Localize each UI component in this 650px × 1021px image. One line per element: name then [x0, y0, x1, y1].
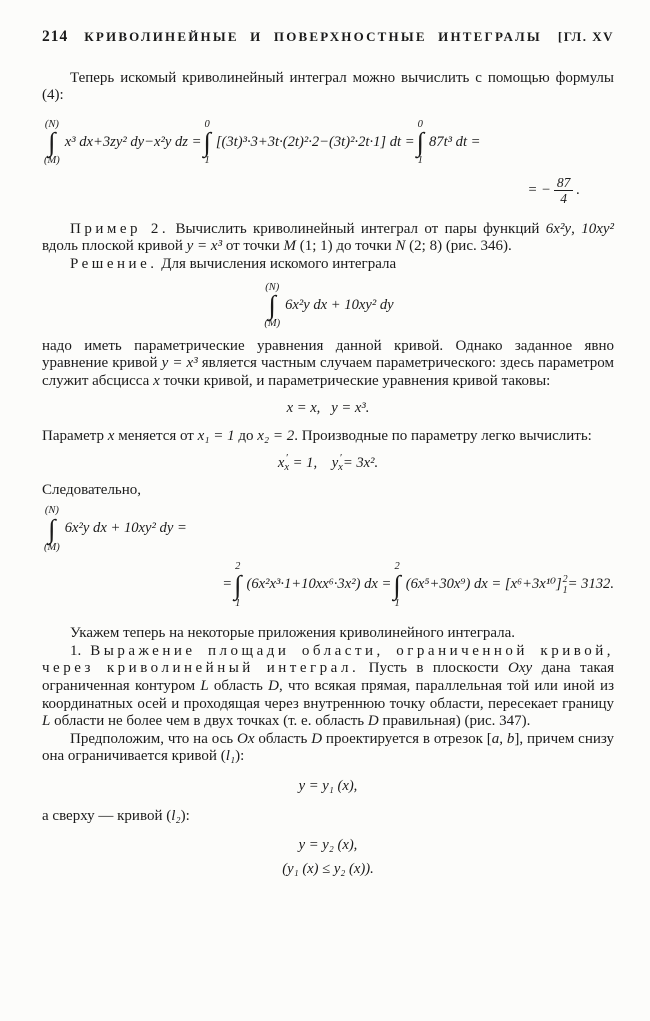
math-run: N [395, 238, 406, 255]
formula-run: = [222, 576, 233, 593]
text-run: ], причем снизу она ограничивается кривой ( [42, 730, 614, 765]
formula-run: = 3x². [342, 454, 379, 471]
text-run: вдоль плоской кривой [42, 238, 187, 255]
integral-sign: (N) ∫ (M) [264, 281, 281, 330]
chapter-label: [ГЛ. XV [557, 29, 614, 44]
formula-run: 87t³ dt = [428, 134, 481, 150]
math-run: L [200, 678, 209, 694]
text-run: является частным случаем параметрического: здесь параметром служит абсцисса [42, 355, 614, 389]
text-run: до [234, 428, 258, 445]
math-run: x [277, 454, 285, 471]
paragraph-parameter-range [42, 428, 614, 446]
formula-run: (6x⁵+30x⁹) dx = [x⁶+3x¹⁰] [405, 576, 562, 593]
integral-sign: 2 ∫ 1 [393, 561, 401, 609]
example-label: Пример 2. [70, 220, 170, 237]
formula-substitution-line2 [42, 561, 614, 609]
text-run: точки кривой, и параметрические уравнения кривой таковы: [159, 372, 551, 389]
text-run: , [571, 220, 582, 237]
text-run: Для вычисления искомого интеграла [157, 256, 397, 273]
prime-subscript: ′ x [284, 452, 289, 474]
math-run: Ox [236, 730, 255, 747]
formula-run: 6x²y dx + 10xy² dy = [64, 520, 187, 537]
text-run: области не более чем в двух точках (т. е. область [50, 713, 368, 730]
text-run: дана такая ограниченная контуром [42, 660, 614, 694]
chapter-title: КРИВОЛИНЕЙНЫЕ И ПОВЕРХНОСТНЫЕ ИНТЕГРАЛЫ [84, 29, 542, 44]
formula-run: = 1, [289, 454, 332, 471]
text-run: (2; 8) (рис. 346). [405, 238, 512, 255]
math-run: x [153, 372, 160, 389]
math-run: L [42, 713, 51, 730]
text-run: Вычислить криволинейный интеграл от пары функций [169, 220, 546, 237]
math-run: x [107, 428, 115, 445]
math-run: y = x³ [186, 238, 223, 255]
text-run: ): [235, 748, 245, 765]
text-run: Параметр [42, 428, 108, 445]
formula-run: 6x²y dx + 10xy² dy [285, 296, 394, 313]
text-run: а сверху — кривой ( [42, 807, 172, 824]
formula-run: y = y₂ (x), [298, 837, 358, 854]
formula-run: = − [527, 182, 551, 199]
paragraph-consequently [42, 482, 614, 500]
math-run: l₁ [225, 748, 236, 765]
formula-result-fraction [42, 175, 614, 207]
math-run: y = x³ [161, 355, 198, 372]
section-heading-run: Выражение площади области, ограниченной кривой, через криволинейный интеграл. [42, 642, 614, 677]
integral-sign: (N) ∫ (M) [44, 118, 60, 167]
integral-sign: 2 ∫ 1 [234, 561, 242, 609]
prime-subscript: ′ x [338, 452, 343, 474]
math-run: D [311, 730, 323, 747]
formula-run: = 3132. [567, 576, 614, 593]
text-run: надо иметь параметрические уравнения данной кривой. Однако заданное явно уравнение кривой [42, 337, 614, 372]
formula-run: [(3t)³·3+3t·(2t)²·2−(3t)²·2t·1] dt = [215, 134, 415, 150]
integral-sign: 0 ∫ 1 [416, 118, 424, 167]
text-run: ): [180, 807, 190, 824]
formula-upper-curve [42, 837, 614, 855]
text-run: проектируется в отрезок [ [322, 730, 492, 747]
math-run: a, b [491, 730, 515, 747]
formula-curve-inequality [42, 861, 614, 879]
formula-substitution-line1 [42, 505, 614, 553]
text-run: Следовательно, [42, 481, 142, 498]
math-run: y [331, 454, 339, 471]
formula-run: (6x²x³·1+10xx⁶·3x²) dx = [246, 576, 392, 593]
text-run: , что всякая прямая, параллельная той или иной из координатных осей и проходящая через внутреннюю точку области, пересекает границу [42, 678, 615, 712]
formula-lower-curve [42, 778, 614, 796]
paragraph-area-expression [42, 643, 614, 731]
text-run: область [208, 678, 269, 694]
paragraph-example-2 [42, 221, 614, 256]
math-run: x₁ = 1 [197, 428, 235, 445]
paragraph-parametric [42, 338, 614, 391]
solution-label: Решение. [70, 256, 158, 273]
text-run: область [254, 730, 312, 747]
running-head [42, 28, 614, 46]
paragraph-projection [42, 731, 614, 766]
sup-sub-limits: 2 1 [562, 574, 568, 597]
formula-run: (y₁ (x) ≤ y₂ (x)). [282, 860, 374, 877]
formula-run: . [576, 182, 580, 199]
math-run: D [367, 713, 379, 730]
text-run: (1; 1) до точки [296, 238, 396, 255]
text-run: от точки [222, 238, 284, 255]
text-run: Предположим, что на ось [70, 730, 237, 747]
formula-target-integral [42, 282, 614, 330]
paragraph-intro [42, 70, 614, 105]
formula-derivatives [42, 454, 614, 474]
paragraph-upper-curve [42, 808, 614, 826]
integral-sign: 0 ∫ 1 [203, 118, 211, 167]
paragraph-applications [42, 625, 614, 643]
math-run: D [268, 678, 279, 694]
text-run: Теперь искомый криволинейный интеграл можно вычислить с помощью формулы (4): [42, 69, 614, 104]
formula-run: y = y₁ (x), [298, 777, 358, 794]
fraction: $\frac{87}{4}$ [554, 175, 574, 207]
formula-parametric-equations [42, 400, 614, 418]
math-run: Oxy [508, 660, 533, 677]
math-run: M [283, 238, 297, 255]
text-run: Пусть в плоскости [359, 660, 509, 677]
paragraph-solution [42, 256, 614, 274]
math-run: x₂ = 2 [257, 428, 295, 445]
text-run: правильная) (рис. 347). [378, 713, 531, 730]
formula-run: x³ dx+3zy² dy−x²y dz = [64, 134, 202, 150]
math-run: 6x²y [545, 220, 572, 237]
formula-line-integral-evaluation [42, 119, 614, 167]
page-number: 214 [42, 28, 69, 45]
text-run: Укажем теперь на некоторые приложения криволинейного интеграла. [70, 625, 516, 642]
text-run: 1. [70, 642, 91, 659]
formula-run: x = x, y = x³. [286, 400, 370, 417]
math-run: 10xy² [581, 220, 615, 237]
text-run: . Производные по параметру легко вычислить: [294, 428, 592, 445]
text-run: меняется от [114, 428, 198, 445]
math-run: l₂ [171, 807, 181, 824]
integral-sign: (N) ∫ (M) [44, 505, 60, 553]
